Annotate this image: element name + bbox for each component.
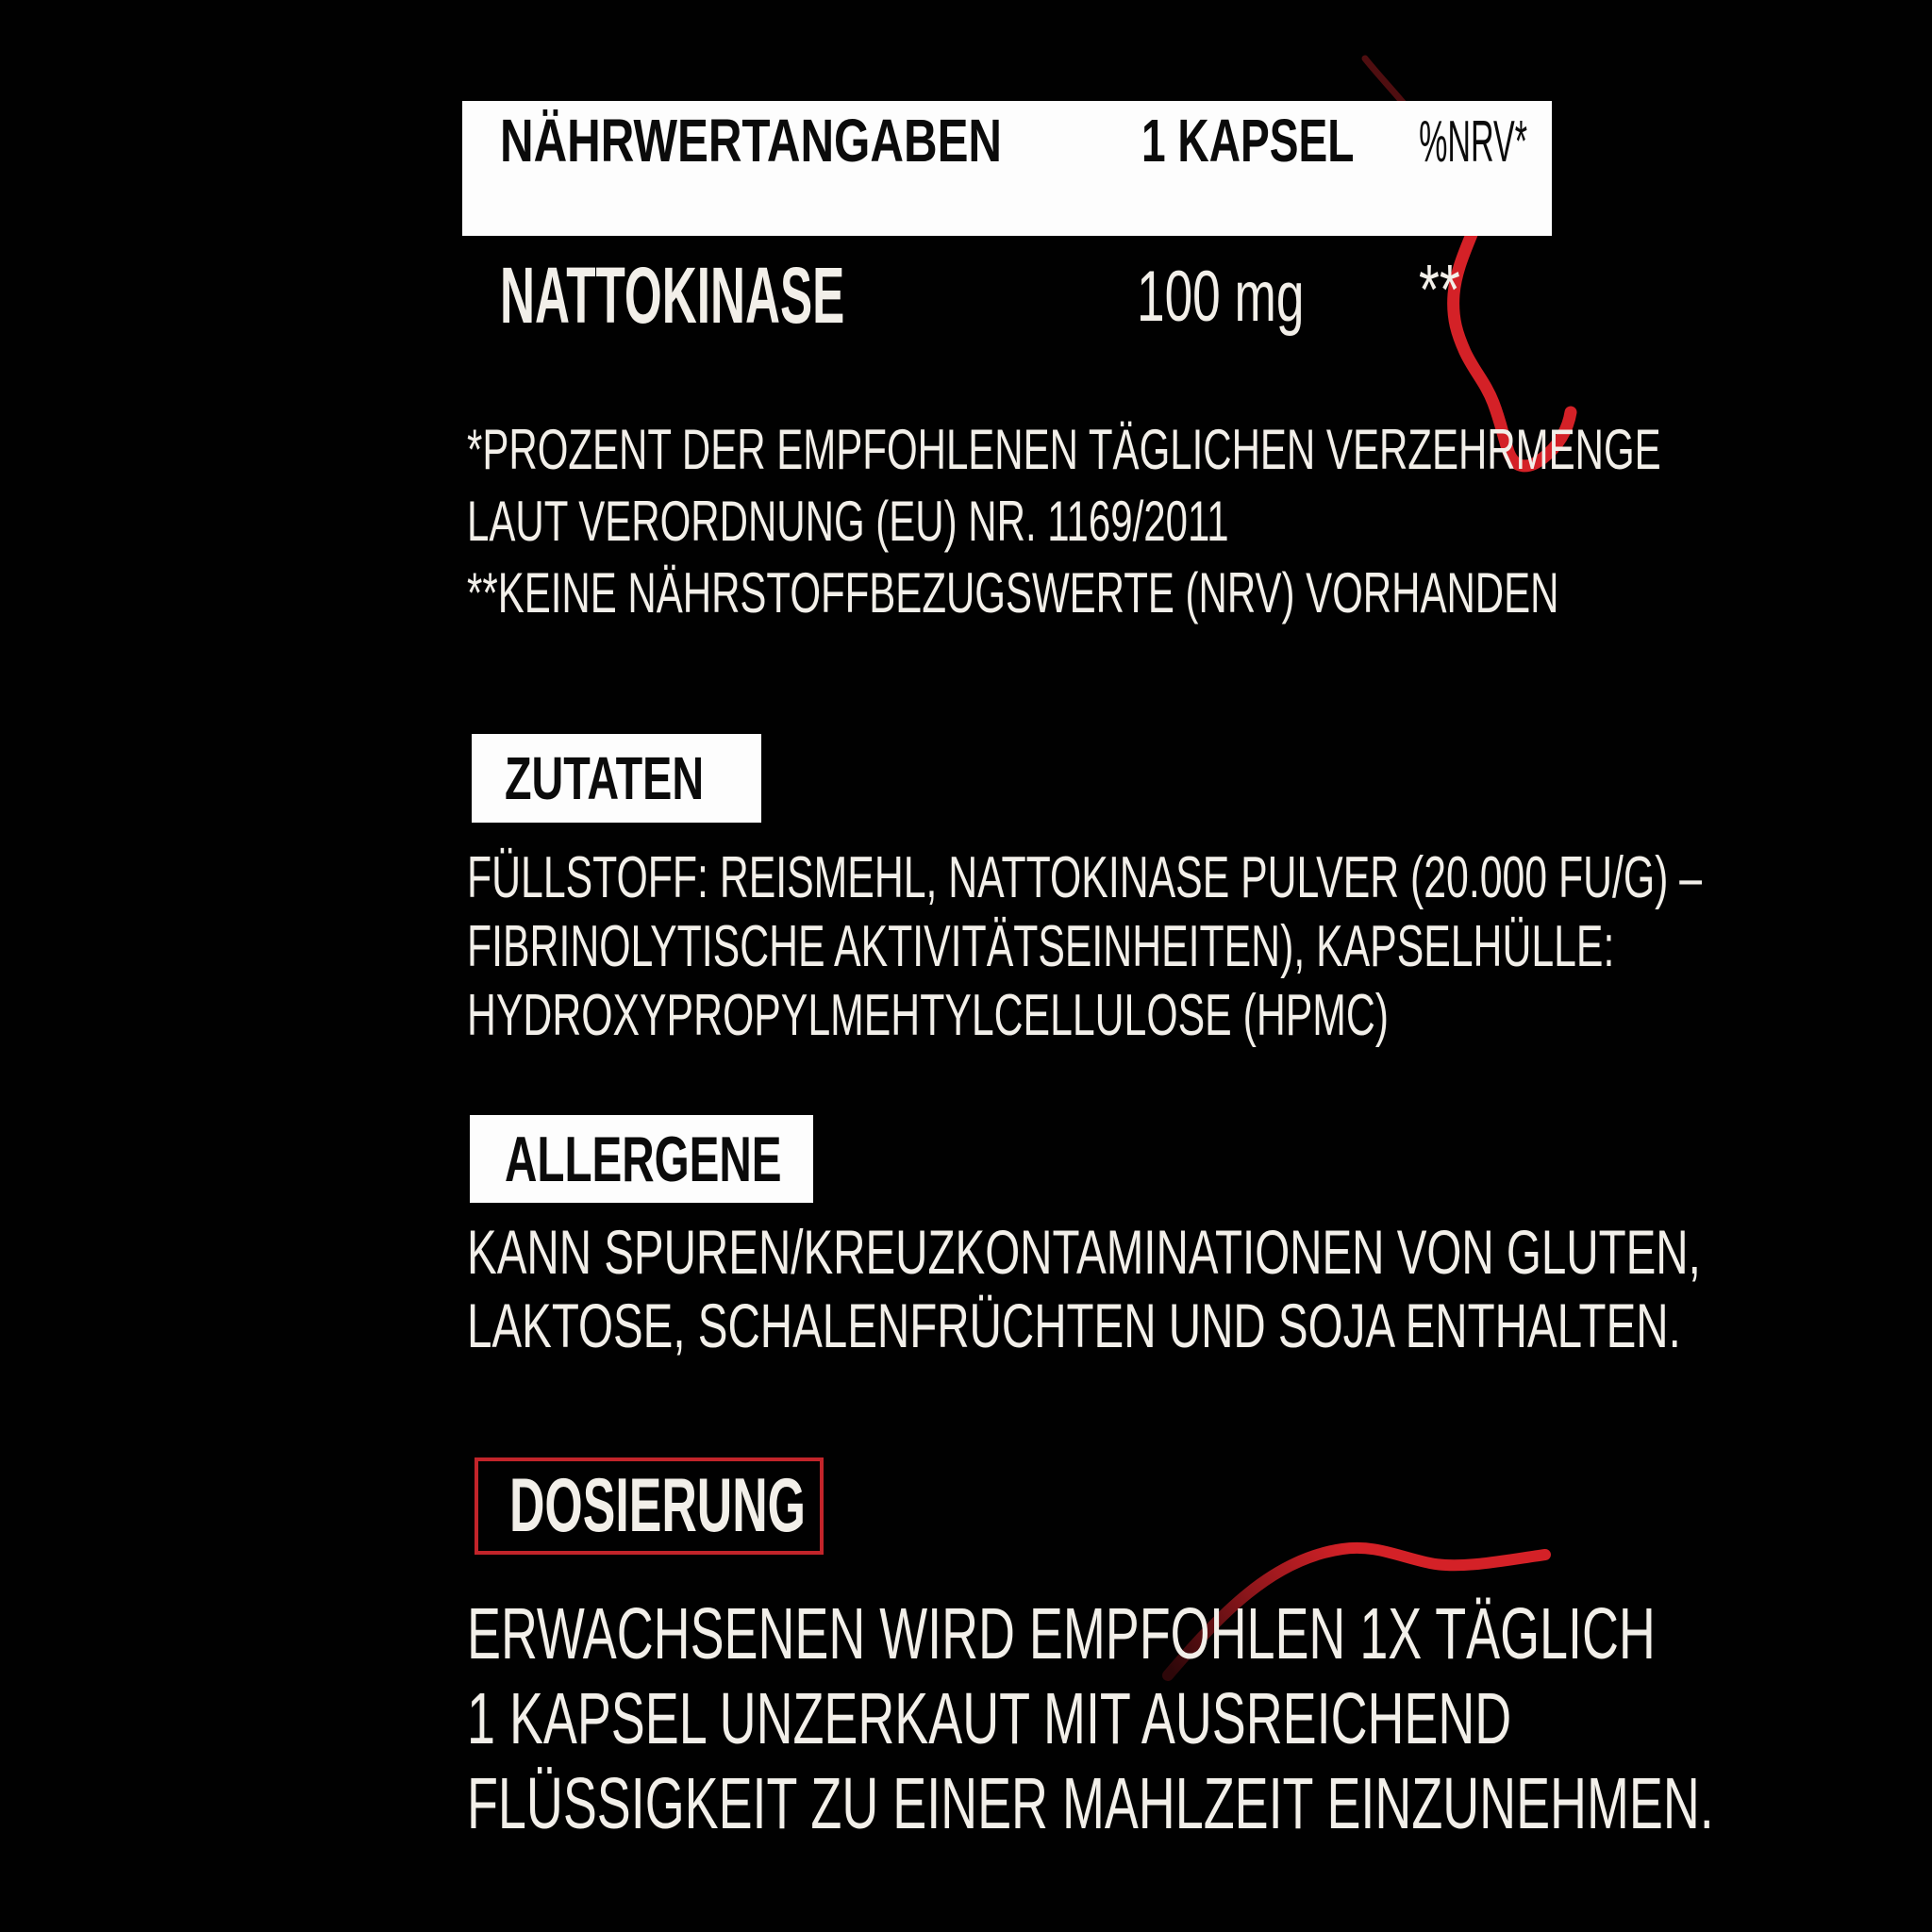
ingredients-heading-box	[472, 734, 761, 823]
ingredients-line: HYDROXYPROPYLMEHTYLCELLULOSE (HPMC)	[467, 983, 1390, 1048]
dosage-line: FLÜSSIGKEIT ZU EINER MAHLZEIT EINZUNEHMEN.	[467, 1763, 1714, 1844]
allergens-text	[467, 1215, 1701, 1362]
ingredients-heading: ZUTATEN	[505, 744, 705, 812]
ingredients-text	[467, 843, 1702, 1050]
footnote-line: LAUT VERORDNUNG (EU) NR. 1169/2011	[467, 490, 1229, 553]
nrv-footnotes	[467, 414, 1661, 629]
ingredients-line: FÜLLSTOFF: REISMEHL, NATTOKINASE PULVER (20.000 FU/G) –	[467, 845, 1703, 910]
serving-size-column-header: 1 KAPSEL	[1141, 107, 1355, 175]
nutrient-name: NATTOKINASE	[500, 251, 845, 340]
allergens-line: LAKTOSE, SCHALENFRÜCHTEN UND SOJA ENTHALTEN.	[467, 1291, 1681, 1360]
nutrition-header-bar	[462, 101, 1552, 236]
footnote-line: **KEINE NÄHRSTOFFBEZUGSWERTE (NRV) VORHANDEN	[467, 561, 1559, 625]
dosage-line: ERWACHSENEN WIRD EMPFOHLEN 1X TÄGLICH	[467, 1593, 1656, 1674]
nutrient-amount: 100 mg	[1137, 257, 1305, 337]
allergens-heading-box	[470, 1115, 813, 1203]
allergens-line: KANN SPUREN/KREUZKONTAMINATIONEN VON GLUTEN,	[467, 1217, 1701, 1287]
nrv-column-header: %NRV*	[1419, 109, 1527, 175]
ingredients-line: FIBRINOLYTISCHE AKTIVITÄTSEINHEITEN), KAPSELHÜLLE:	[467, 914, 1615, 979]
nutrient-nrv-asterisks: **	[1419, 250, 1460, 329]
footnote-line: *PROZENT DER EMPFOHLENEN TÄGLICHEN VERZEHRMENGE	[467, 418, 1661, 481]
dosage-text	[467, 1591, 1714, 1846]
allergens-heading: ALLERGENE	[505, 1123, 782, 1195]
nutrition-header-title: NÄHRWERTANGABEN	[500, 107, 1003, 175]
dosage-line: 1 KAPSEL UNZERKAUT MIT AUSREICHEND	[467, 1678, 1512, 1759]
dosage-heading: DOSIERUNG	[509, 1463, 806, 1548]
dosage-heading-box	[475, 1457, 824, 1555]
